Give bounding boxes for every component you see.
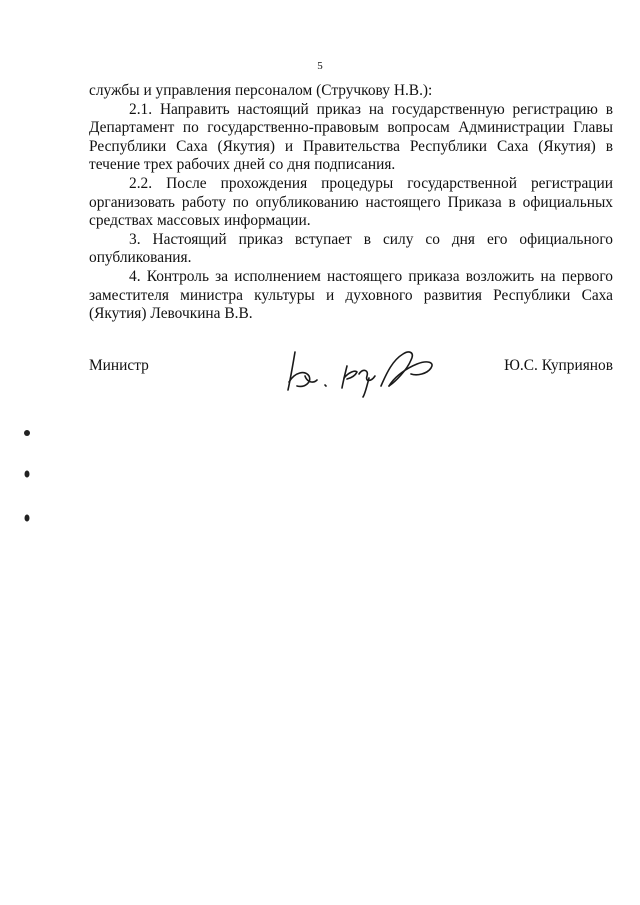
document-body xyxy=(89,82,613,324)
paragraph-continuation: службы и управления персоналом (Стручкову Н.В.): xyxy=(89,82,433,99)
signatory-title: Министр xyxy=(89,357,149,374)
signature-block xyxy=(89,342,613,402)
page-number: 5 xyxy=(317,60,323,72)
punch-mark-icon xyxy=(22,468,32,480)
paragraph-2-1: 2.1. Направить настоящий приказ на государственную регистрацию в Департамент по государственно-правовым вопросам Администрации Главы Республики Саха (Якутия) и Правительства Республики Саха (Якутия) в течение трех рабочих дней со дня подписания. xyxy=(89,100,613,174)
signatory-name: Ю.С. Куприянов xyxy=(504,357,613,374)
punch-mark-icon xyxy=(22,512,32,524)
handwritten-signature-icon xyxy=(285,342,455,398)
paragraph-4: 4. Контроль за исполнением настоящего приказа возложить на первого заместителя министра культуры и духовного развития Республики Саха (Якутия) Левочкина В.В. xyxy=(89,267,613,323)
punch-mark-icon xyxy=(22,428,32,438)
paragraph-2-2: 2.2. После прохождения процедуры государственной регистрации организовать работу по опубликованию настоящего Приказа в официальных средствах массовых информации. xyxy=(89,174,613,230)
paragraph-3: 3. Настоящий приказ вступает в силу со дня его официального опубликования. xyxy=(89,230,613,267)
